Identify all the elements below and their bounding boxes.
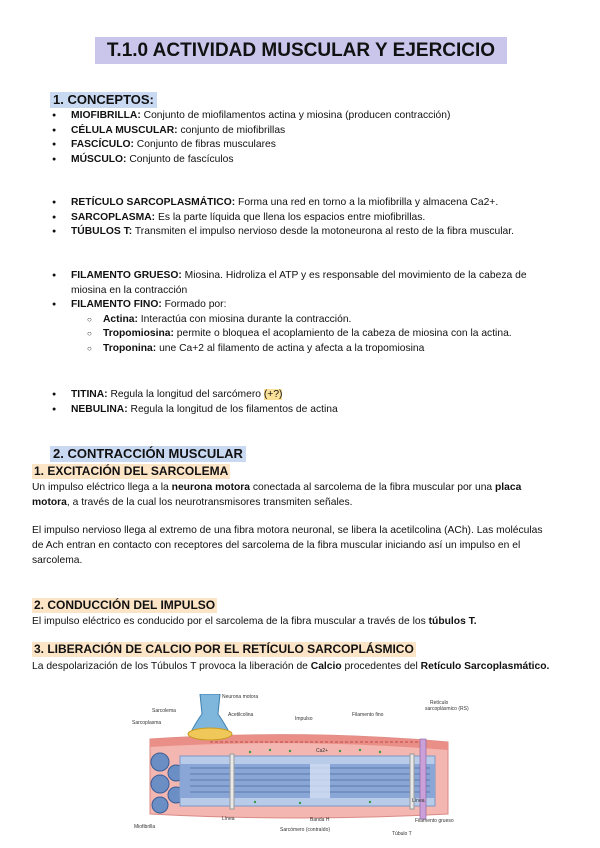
page-title: T.1.0 ACTIVIDAD MUSCULAR Y EJERCICIO bbox=[95, 37, 507, 64]
list-item: ● SARCOPLASMA: Es la parte líquida que llena los espacios entre miofibrillas. bbox=[52, 211, 514, 226]
label-acetilcolina: Acetilcolina bbox=[228, 712, 254, 718]
list-item: ● FILAMENTO FINO: Formado por: ○ Actina: Interactúa con miosina durante la contracción. ○ Tropomiosina: permite o bloquea el acoplamiento de la cabeza de miosina con la actina. ○ Troponina: une Ca+2 al filamento de actina y afecta a la tropomiosina bbox=[52, 298, 542, 356]
uncertain-note: (+?) bbox=[263, 389, 283, 400]
label-sarcoplasma: Sarcoplasma bbox=[132, 720, 162, 726]
list-item: ● MÚSCULO: Conjunto de fascículos bbox=[52, 153, 450, 168]
concepts-list-3 bbox=[52, 269, 542, 356]
subheading-conduccion: 2. CONDUCCIÓN DEL IMPULSO bbox=[34, 598, 216, 612]
section-heading-contraccion: 2. CONTRACCIÓN MUSCULAR bbox=[50, 446, 246, 462]
sub-list-item: ○ Actina: Interactúa con miosina durante la contracción. bbox=[52, 313, 542, 328]
muscle-fiber-figure bbox=[130, 694, 470, 844]
list-item: ● CÉLULA MUSCULAR: conjunto de miofibrillas bbox=[52, 124, 450, 139]
sub-list-item: ○ Tropomiosina: permite o bloquea el acoplamiento de la cabeza de miosina con la actina. bbox=[52, 327, 542, 342]
list-item: ● RETÍCULO SARCOPLASMÁTICO: Forma una red en torno a la miofibrilla y almacena Ca2+. bbox=[52, 196, 514, 211]
list-item: ● TÚBULOS T: Transmiten el impulso nervioso desde la motoneurona al resto de la fibra muscular. bbox=[52, 225, 514, 240]
label-tubulo-t: Túbulo T bbox=[392, 831, 412, 837]
list-item: ● TITINA: Regula la longitud del sarcómero (+?) bbox=[52, 388, 338, 403]
label-calcio: Ca2+ bbox=[316, 748, 329, 754]
label-sarcomero: Sarcómero (contraído) bbox=[280, 827, 331, 833]
label-reticulo-sarcoplasmico: sarcoplásmico (RS) bbox=[425, 706, 469, 712]
label-linea-z-1: Línea bbox=[222, 816, 235, 822]
list-item: ● FASCÍCULO: Conjunto de fibras musculares bbox=[52, 138, 450, 153]
paragraph-excitacion-2: El impulso nervioso llega al extremo de una fibra motora neuronal, se libera la acetilcolina (ACh). Las moléculas de Ach entran en contacto con receptores del sarcolema de la fibra muscular iniciando así un impulso en el sarcolema. bbox=[32, 525, 543, 566]
concepts-list-1 bbox=[52, 109, 450, 167]
list-item: ● MIOFIBRILLA: Conjunto de miofilamentos actina y miosina (producen contracción) bbox=[52, 109, 450, 124]
label-banda-h: Banda H bbox=[310, 817, 330, 823]
paragraph-excitacion-1: Un impulso eléctrico llega a la neurona motora conectada al sarcolema de la fibra muscular por una placa motora, a través de la cual los neurotransmisores transmiten señales. bbox=[32, 482, 522, 508]
subheading-excitacion: 1. EXCITACIÓN DEL SARCOLEMA bbox=[34, 464, 229, 478]
label-filamento-grueso: Filamento grueso bbox=[415, 818, 454, 824]
list-item: ● FILAMENTO GRUESO: Miosina. Hidroliza el ATP y es responsable del movimiento de la cabeza de miosina en la contracción bbox=[52, 269, 542, 298]
paragraph-liberacion-calcio: La despolarización de los Túbulos T provoca la liberación de Calcio procedentes del Retículo Sarcoplasmático. bbox=[32, 661, 550, 672]
concepts-list-4 bbox=[52, 388, 338, 417]
list-item: ● NEBULINA: Regula la longitud de los filamentos de actina bbox=[52, 403, 338, 418]
label-neurona-motora: Neurona motora bbox=[222, 694, 259, 700]
label-filamento-fino: Filamento fino bbox=[352, 712, 384, 718]
label-reticulo: Retículo bbox=[430, 700, 449, 706]
section-heading-conceptos: 1. CONCEPTOS: bbox=[50, 92, 157, 108]
label-miofibrilla: Miofibrilla bbox=[134, 824, 156, 830]
label-impulso: Impulso bbox=[295, 716, 313, 722]
concepts-list-2 bbox=[52, 196, 514, 240]
subheading-liberacion-calcio: 3. LIBERACIÓN DE CALCIO POR EL RETÍCULO SARCOPLÁSMICO bbox=[34, 642, 414, 656]
paragraph-conduccion: El impulso eléctrico es conducido por el sarcolema de la fibra muscular a través de los túbulos T. bbox=[32, 616, 477, 627]
sub-list-item: ○ Troponina: une Ca+2 al filamento de actina y afecta a la tropomiosina bbox=[52, 342, 542, 357]
label-sarcolema: Sarcolema bbox=[152, 708, 176, 714]
label-linea-z-2: Línea bbox=[412, 798, 425, 804]
